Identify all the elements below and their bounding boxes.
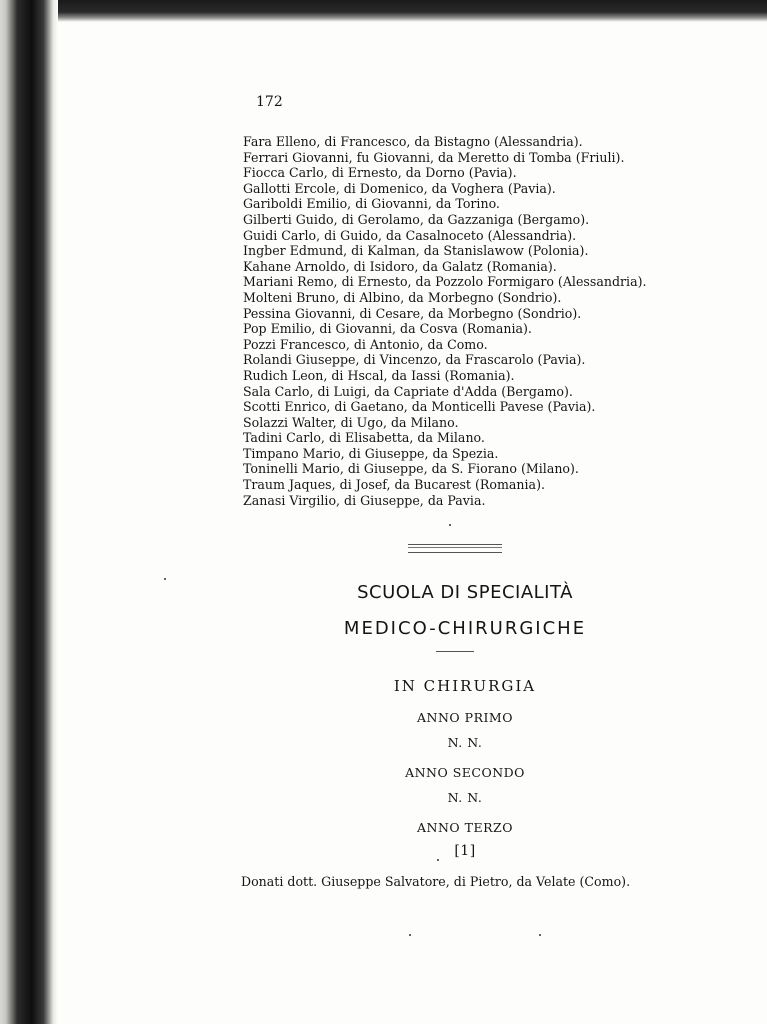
year-value: N. N. [447,735,483,750]
list-item: Timpano Mario, di Giuseppe, da Spezia. [243,445,499,461]
list-item: Ferrari Giovanni, fu Giovanni, da Meretto di Tomba (Friuli). [243,149,625,165]
list-item: Gariboldi Emilio, di Giovanni, da Torino. [243,196,500,212]
list-item: Traum Jaques, di Josef, da Bucarest (Romania). [243,477,545,493]
list-item: Tadini Carlo, di Elisabetta, da Milano. [243,430,485,446]
list-item: Fiocca Carlo, di Ernesto, da Dorno (Pavia). [243,165,517,181]
print-speck [164,578,166,580]
list-item: Molteni Bruno, di Albino, da Morbegno (Sondrio). [243,289,562,305]
list-item: Guidi Carlo, di Guido, da Casalnoceto (Alessandria). [243,227,577,243]
title-rule [436,651,474,652]
list-item: Fara Elleno, di Francesco, da Bistagno (Alessandria). [243,134,583,149]
list-item: Pop Emilio, di Giovanni, da Cosva (Romania). [243,321,532,337]
print-speck [437,859,439,861]
list-item: Scotti Enrico, di Gaetano, da Monticelli Pavese (Pavia). [243,399,596,415]
student-entry: Donati dott. Giuseppe Salvatore, di Pietro, da Velate (Como). [241,874,631,889]
year-heading: ANNO TERZO [417,820,513,835]
list-item: Sala Carlo, di Luigi, da Capriate d'Adda (Bergamo). [243,383,573,399]
section-title: SCUOLA DI SPECIALITÀ [357,582,573,603]
section-title-line-2: MEDICO-CHIRURGICHE [343,618,587,639]
page-number: 172 [256,94,283,110]
list-item: Solazzi Walter, di Ugo, da Milano. [243,414,459,430]
list-item: Gilberti Guido, di Gerolamo, da Gazzaniga (Bergamo). [243,211,590,227]
list-item: Pessina Giovanni, di Cesare, da Morbegno (Sondrio). [243,305,582,321]
list-item: Pozzi Francesco, di Antonio, da Como. [243,336,488,352]
year-value: [1] [454,843,476,859]
year-value: N. N. [447,790,483,805]
list-item: Ingber Edmund, di Kalman, da Stanislawow (Polonia). [243,243,589,259]
year-heading: ANNO SECONDO [405,765,525,780]
list-item: Rudich Leon, di Hscal, da Iassi (Romania). [243,367,515,383]
list-item: Kahane Arnoldo, di Isidoro, da Galatz (Romania). [243,258,557,274]
scan-binding-edge [0,0,58,1024]
list-item: Toninelli Mario, di Giuseppe, da S. Fiorano (Milano). [243,461,579,477]
print-speck [539,934,541,936]
list-item: Mariani Remo, di Ernesto, da Pozzolo Formigaro (Alessandria). [243,274,647,290]
list-item: Gallotti Ercole, di Domenico, da Voghera (Pavia). [243,180,556,196]
section-subtitle: IN CHIRURGIA [393,677,537,695]
list-item: Zanasi Virgilio, di Giuseppe, da Pavia. [243,492,486,508]
section-divider [408,544,502,553]
year-heading: ANNO PRIMO [417,710,513,725]
print-speck [449,524,451,526]
student-list [243,134,647,508]
list-item: Rolandi Giuseppe, di Vincenzo, da Frascarolo (Pavia). [243,352,586,368]
print-speck [409,934,411,936]
scan-top-edge [0,0,767,22]
